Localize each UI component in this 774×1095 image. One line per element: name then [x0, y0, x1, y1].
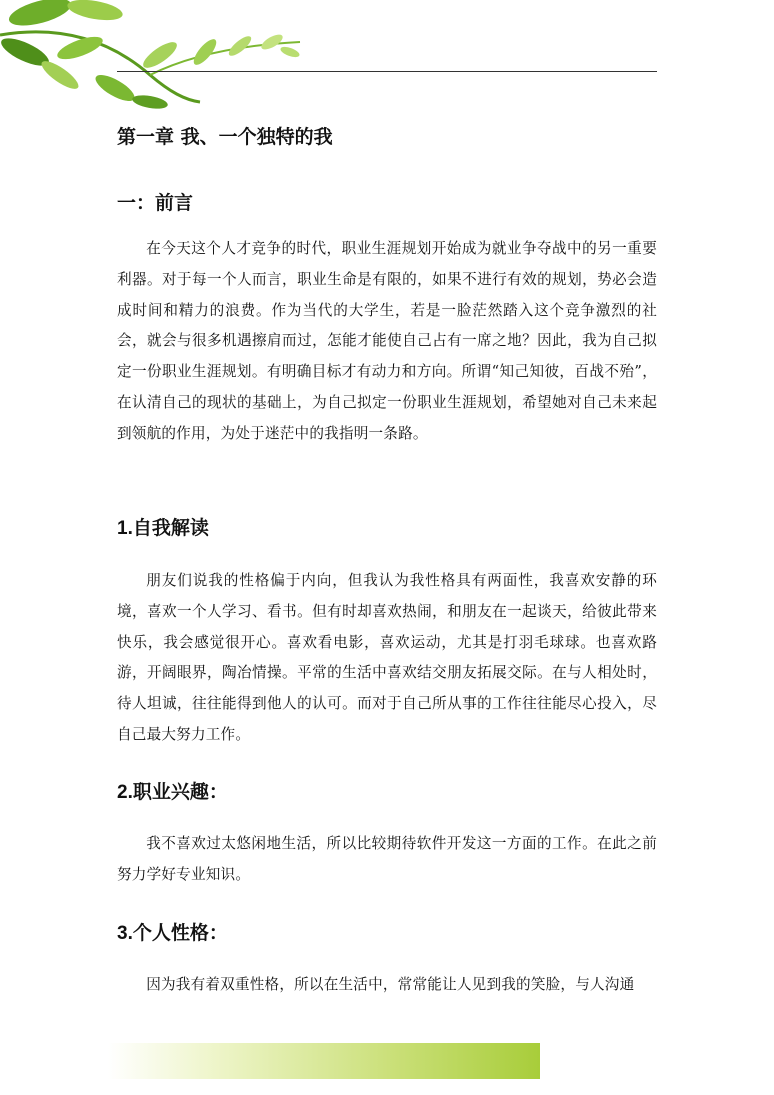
section-paragraph-self: 朋友们说我的性格偏于内向，但我认为我性格具有两面性，我喜欢安静的环境，喜欢一个人学习、看书。但有时却喜欢热闹，和朋友在一起谈天，给彼此带来快乐，我会感觉很开心。喜欢看电影，喜欢运动，尤其是打羽毛球球。也喜欢路游，开阔眼界，陶冶情操。平常的生活中喜欢结交朋友拓展交际。在与人相处时，待人坦诚，往往能得到他人的认可。而对于自己所从事的工作往往能尽心投入，尽自己最大努力工作。 — [117, 572, 657, 743]
preface-heading: 一：前言 — [117, 192, 194, 214]
section-heading-personality: 3.个人性格： — [117, 923, 228, 944]
section-heading-interest: 2.职业兴趣： — [117, 782, 228, 803]
section-heading-self: 1.自我解读 — [117, 518, 209, 539]
section-paragraph-personality: 因为我有着双重性格，所以在生活中，常常能让人见到我的笑脸，与人沟通 — [146, 976, 635, 993]
footer-gradient-bar — [108, 1043, 540, 1079]
header-rule — [117, 71, 657, 72]
leaf-vine-decoration — [0, 0, 320, 115]
section-paragraph-interest: 我不喜欢过太悠闲地生活，所以比较期待软件开发这一方面的工作。在此之前努力学好专业知识。 — [117, 835, 657, 883]
preface-paragraph: 在今天这个人才竞争的时代，职业生涯规划开始成为就业争夺战中的另一重要利器。对于每一个人而言，职业生命是有限的，如果不进行有效的规划，势必会造成时间和精力的浪费。作为当代的大学生，若是一脸茫然踏入这个竞争激烈的社会，就会与很多机遇擦肩而过，怎能才能使自己占有一席之地？因此，我为自己拟定一份职业生涯规划。有明确目标才有动力和方向。所谓“知己知彼，百战不殆”，在认清自己的现状的基础上，为自己拟定一份职业生涯规划，希望她对自己未来起到领航的作用，为处于迷茫中的我指明一条路。 — [117, 240, 657, 442]
chapter-title: 第一章 我、一个独特的我 — [117, 126, 333, 148]
